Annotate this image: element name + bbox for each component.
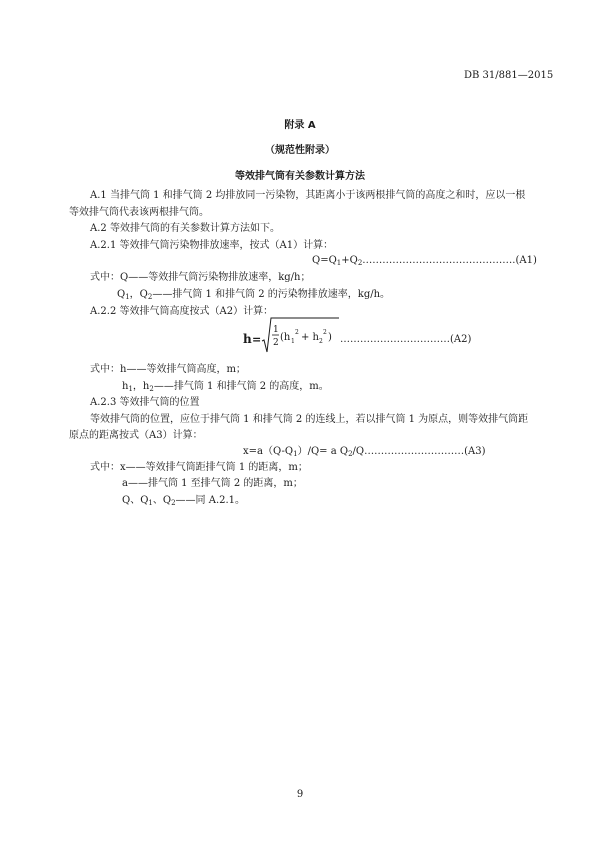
a23-para-line-2: 原点的距离按式（A3）计算： xyxy=(69,430,203,441)
svg-text:1: 1 xyxy=(273,325,279,335)
a22-where-h: 式中：h——等效排气筒高度，m； xyxy=(90,364,246,375)
svg-text:1: 1 xyxy=(291,338,295,345)
appendix-type: （规范性附录） xyxy=(265,145,335,156)
page-number: 9 xyxy=(296,789,304,800)
a22-line: A.2.2 等效排气筒高度按式（A2）计算： xyxy=(90,306,274,317)
a23-para-line-1: 等效排气筒的位置，应位于排气筒 1 和排气筒 2 的连线上，若以排气筒 1 为原点，则等效排气筒距 xyxy=(90,414,529,425)
svg-text:2: 2 xyxy=(295,329,299,336)
a23-where-x: 式中：x——等效排气筒距排气筒 1 的距离，m； xyxy=(90,462,308,473)
svg-text:): ) xyxy=(328,332,332,343)
a22-def2-text: ——排气筒 1 和排气筒 2 的高度，m。 xyxy=(153,381,329,392)
symbol-h1-h2: $h_1$，$h_2$ xyxy=(122,381,154,393)
symbol-q-q1-q2: Q、$Q_1$、$Q_2$ xyxy=(122,495,176,507)
a21-where-q: 式中：Q——等效排气筒污染物排放速率，kg/h； xyxy=(90,272,311,283)
a1-line-2: 等效排气筒代表该两根排气筒。 xyxy=(69,207,209,218)
formula-a3-leader: ………………………… xyxy=(364,446,465,457)
a22-where-h1h2 xyxy=(122,381,329,393)
a21-def2-text: ——排气筒 1 和排气筒 2 的污染物排放速率，kg/h。 xyxy=(152,289,391,300)
formula-a2-leader: …………………………… xyxy=(340,334,450,345)
svg-text:=: = xyxy=(252,333,262,346)
formula-a2-equation xyxy=(243,314,343,358)
appendix-title: 等效排气筒有关参数计算方法 xyxy=(235,171,365,182)
appendix-label: 附录 A xyxy=(284,120,316,131)
svg-text:(h: (h xyxy=(280,332,291,343)
a21-where-q1q2 xyxy=(117,289,390,301)
document-number: DB 31/881—2015 xyxy=(464,70,554,81)
formula-a1-leader: ………………………………………. xyxy=(362,255,516,266)
a21-line: A.2.1 等效排气筒污染物排放速率，按式（A1）计算： xyxy=(90,240,334,251)
symbol-q1-q2: $Q_1$，$Q_2$ xyxy=(117,289,153,301)
svg-text:2: 2 xyxy=(319,338,323,345)
svg-text:2: 2 xyxy=(273,338,279,348)
formula-a2-number: (A2) xyxy=(450,334,472,345)
formula-a1-expression: $Q=Q_1+Q_2$ xyxy=(312,255,363,267)
a2-line: A.2 等效排气筒的有关参数计算方法如下。 xyxy=(90,223,280,234)
formula-a3 xyxy=(243,446,486,458)
formula-a3-expression: $x=a(Q-Q_1)/Q= a$ $Q_2/Q$ xyxy=(243,446,365,458)
a23-heading: A.2.3 等效排气筒的位置 xyxy=(90,397,200,408)
formula-a1-number: (A1) xyxy=(515,255,537,266)
a1-line-1: A.1 当排气筒 1 和排气筒 2 均排放同一污染物，其距离小于该两根排气筒的高度之和时，应以一根 xyxy=(90,190,526,201)
a23-def3-text: ——同 A.2.1。 xyxy=(175,495,246,506)
formula-a3-number: (A3) xyxy=(464,446,486,457)
formula-a1 xyxy=(312,255,537,267)
a23-where-q xyxy=(122,495,245,507)
svg-text:+ h: + h xyxy=(301,332,319,343)
a23-where-a: a——排气筒 1 至排气筒 2 的距离，m； xyxy=(122,478,303,489)
svg-text:h: h xyxy=(243,332,252,346)
svg-text:2: 2 xyxy=(323,329,327,336)
formula-a2-tail xyxy=(340,334,471,346)
